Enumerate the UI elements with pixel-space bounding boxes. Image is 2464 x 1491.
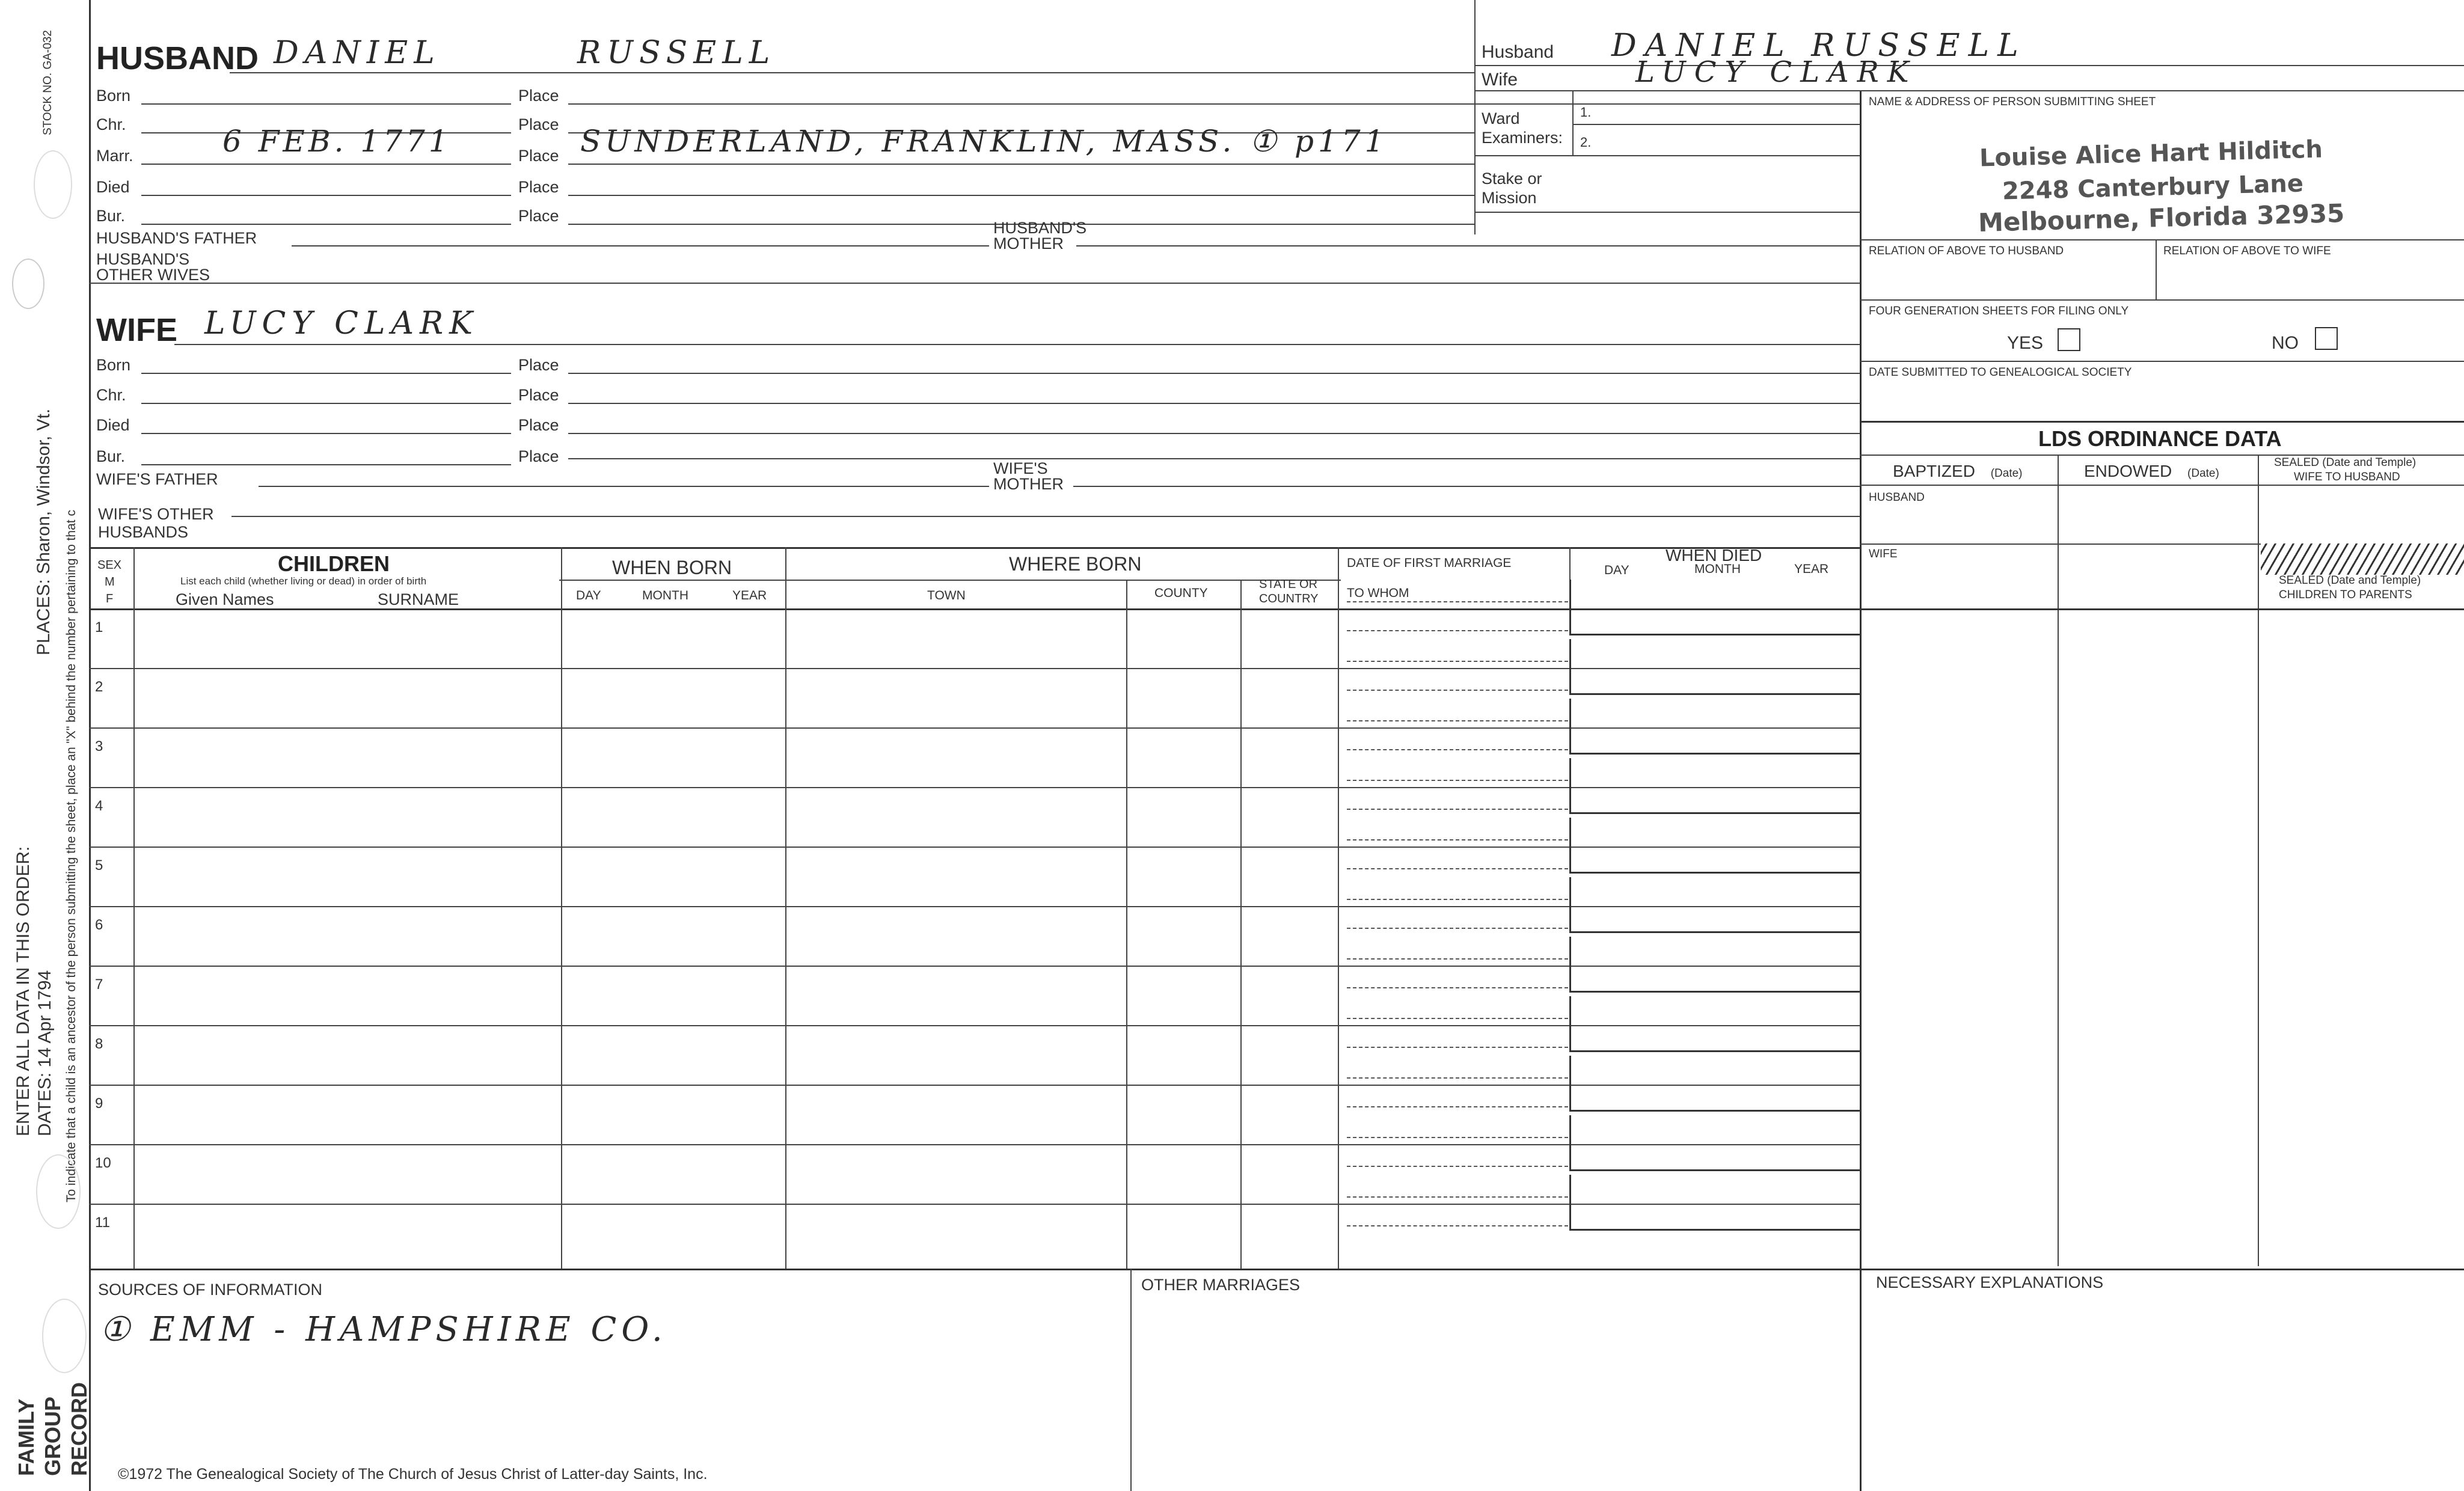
margin-dates: DATES: 14 Apr 1794 [35,970,55,1136]
submitter-label: NAME & ADDRESS OF PERSON SUBMITTING SHEET [1869,96,2156,108]
examiner-2: 2. [1580,135,1592,150]
marriage-dash-line [1347,839,1568,840]
sex-header-1: SEX [97,559,122,572]
marriage-dash-line [1347,690,1568,691]
col-died-split [1569,547,1571,580]
header-husband-value: DANIEL RUSSELL [1611,28,2027,64]
died-date-bracket [1569,996,1862,1052]
born-year-header: YEAR [732,589,767,602]
lds-endowed: ENDOWED (Date) [2084,462,2219,480]
wifes-mother-label-2: MOTHER [993,475,1064,493]
marriage-place: SUNDERLAND, FRANKLIN, MASS. ① p171 [580,124,1388,159]
marriage-dash-line [1347,928,1568,929]
stock-number: STOCK NO. GA-032 [41,30,54,135]
header-wife-line [1474,90,2464,91]
examiners-divider [1572,90,1574,155]
children-header-bottom [89,608,2464,610]
relation-husband-label: RELATION OF ABOVE TO HUSBAND [1869,245,2064,257]
died-date-bracket [1569,758,1862,814]
husbands-mother-label-1: HUSBAND'S [993,219,1087,237]
child-row-number: 5 [95,857,103,874]
examiners-bottom [1474,155,1860,156]
child-row-number: 9 [95,1095,103,1112]
lds-wife-label: WIFE [1869,548,1898,560]
necessary-explanations-label: NECESSARY EXPLANATIONS [1876,1273,2104,1291]
submitter-name: Louise Alice Hart Hilditch [1979,135,2323,173]
date-submitted-label: DATE SUBMITTED TO GENEALOGICAL SOCIETY [1869,366,2132,379]
col-born-date [785,547,786,1269]
submitter-street: 2248 Canterbury Lane [2002,170,2304,206]
died-date-bracket [1569,580,1862,635]
died-date-bracket [1569,699,1862,755]
lds-sealed-children-1: SEALED (Date and Temple) [2279,574,2421,587]
col-county [1240,580,1242,1269]
no-checkbox[interactable] [2315,327,2338,350]
husband-given-name: DANIEL [274,35,441,71]
husband-heading: HUSBAND [96,40,259,76]
state-header-1: STATE OR [1259,578,1318,591]
left-frame [89,0,91,1491]
marriage-dash-line [1347,720,1568,721]
punch-hole-bottom [42,1299,87,1373]
when-died-header: WHEN DIED [1666,546,1762,565]
margin-enter-data: ENTER ALL DATA IN THIS ORDER: [13,846,33,1136]
marriage-dash-line [1347,1137,1568,1138]
state-header-2: COUNTRY [1259,592,1319,605]
bottom-divider-1 [1130,1269,1132,1491]
marriage-dash-line [1347,661,1568,662]
wifes-other-line [231,516,1860,517]
stake-bottom [1474,212,1860,213]
when-born-header: WHEN BORN [612,557,732,578]
lds-hatched-box [2261,543,2464,575]
examiner-1: 1. [1580,105,1592,120]
bottom-section-top [89,1269,2464,1270]
child-row-number: 11 [95,1214,110,1231]
other-marriages-label: OTHER MARRIAGES [1141,1276,1301,1294]
lds-title: LDS ORDINANCE DATA [2038,426,2282,451]
husbands-father-line [292,245,989,246]
husbands-mother-line [1076,245,1860,246]
born-day-header: DAY [576,589,601,602]
four-gen-label: FOUR GENERATION SHEETS FOR FILING ONLY [1869,305,2129,317]
header-husband-label: Husband [1482,42,1554,62]
col-names [561,547,562,1269]
lds-title-bottom [1860,455,2464,456]
wifes-other-husbands-2: HUSBANDS [98,523,189,541]
sources-label: SOURCES OF INFORMATION [98,1281,323,1299]
yes-label: YES [2007,333,2044,353]
relation-wife-label: RELATION OF ABOVE TO WIFE [2163,245,2331,257]
husbands-mother-label-2: MOTHER [993,234,1064,253]
wife-section-bottom [89,547,1860,549]
wife-heading: WIFE [96,312,177,348]
county-header: COUNTY [1154,586,1208,600]
wifes-mother-label-1: WIFE'S [993,459,1048,477]
died-date-bracket [1569,818,1862,874]
child-row-number: 8 [95,1036,103,1052]
copyright: ©1972 The Genealogical Society of The Church of Jesus Christ of Latter-day Saints, Inc. [118,1466,708,1483]
lds-husband-label: HUSBAND [1869,491,1925,504]
child-row-number: 7 [95,976,103,993]
header-husband-line [1474,65,2464,66]
submitter-city: Melbourne, Florida 32935 [1978,198,2345,237]
header-wife-label: Wife [1482,70,1518,90]
other-wives-line [89,283,1860,284]
relation-bottom [1860,299,2464,301]
husbands-father-label: HUSBAND'S FATHER [96,229,257,247]
yes-checkbox[interactable] [2058,328,2080,351]
punch-hole-upper [12,259,44,309]
wifes-father-line [259,486,989,487]
died-date-bracket [1569,1175,1862,1231]
punch-hole-top [34,150,72,219]
lds-baptized: BAPTIZED (Date) [1893,462,2023,480]
wife-name-line [174,344,1860,345]
child-row-number: 6 [95,917,103,933]
children-header-split [559,580,1341,581]
lds-sealed-children-2: CHILDREN TO PARENTS [2279,589,2412,601]
surname-header: SURNAME [378,590,459,608]
other-wives-label-1: HUSBAND'S [96,250,190,268]
marriage-date: 6 FEB. 1771 [222,124,452,159]
born-month-header: MONTH [642,589,688,602]
margin-places: PLACES: Sharon, Windsor, Vt. [34,408,54,655]
died-date-bracket [1569,639,1862,695]
died-date-bracket [1569,937,1862,993]
wifes-mother-line [1073,486,1860,487]
marriage-dash-line [1347,1047,1568,1048]
marriage-dash-line [1347,899,1568,900]
died-month-header: MONTH [1694,562,1741,576]
marriage-dash-line [1347,1225,1568,1226]
marriage-dash-line [1347,958,1568,960]
header-wife-value: LUCY CLARK [1635,55,1917,89]
died-year-header: YEAR [1794,562,1829,576]
date-submitted-bottom [1860,421,2464,423]
died-date-bracket [1569,877,1862,933]
lds-header-bottom [1860,485,2464,486]
marriage-dash-line [1347,1018,1568,1019]
husband-surname: RUSSELL [577,35,776,71]
col-state [1338,547,1339,1269]
child-row-number: 2 [95,679,103,695]
col-sex [133,547,135,1269]
sources-value: ① EMM - HAMPSHIRE CO. [100,1310,667,1349]
child-row-number: 10 [95,1155,111,1171]
marriage-dash-line [1347,780,1568,781]
town-header: TOWN [927,589,966,602]
margin-ancestor-note: To indicate that a child is an ancestor of the person submitting the sheet, place an "X" behind the number pertaining to that c [64,510,78,1202]
ward-label: Ward [1482,109,1520,127]
wifes-father-label: WIFE'S FATHER [96,470,218,488]
child-row-number: 4 [95,798,103,814]
lds-col-1 [2058,455,2059,1266]
died-day-header: DAY [1604,563,1629,577]
died-date-bracket [1569,1115,1862,1171]
husband-name-line [230,72,1474,73]
examiners-label: Examiners: [1482,129,1563,147]
no-label: NO [2272,333,2299,353]
divider-header-right [1474,0,1476,234]
child-row-number: 1 [95,619,103,635]
other-wives-label-2: OTHER WIVES [96,266,210,284]
marriage-dash-line [1347,601,1568,602]
col-town [1126,580,1127,1269]
to-whom-header: TO WHOM [1347,586,1409,600]
marriage-dash-line [1347,809,1568,810]
sex-header-2: M [105,575,115,589]
submitter-bottom [1860,239,2464,240]
lds-col-2 [2258,455,2259,1266]
wifes-other-husbands-1: WIFE'S OTHER [98,505,214,523]
marriage-dash-line [1347,1077,1568,1079]
children-note: List each child (whether living or dead) in order of birth [180,575,427,587]
children-title: CHILDREN [278,551,390,576]
family-group-record-title: FAMILY GROUP RECORD [14,1382,91,1476]
marriage-dash-line [1347,749,1568,750]
child-row-number: 3 [95,738,103,755]
marriage-dash-line [1347,1196,1568,1198]
lds-sealed-wife-1: SEALED (Date and Temple) [2274,456,2416,469]
wife-name: LUCY CLARK [204,305,479,341]
four-gen-bottom [1860,361,2464,362]
marriage-dash-line [1347,987,1568,988]
first-marriage-header: DATE OF FIRST MARRIAGE [1347,556,1512,570]
examiner-1-line [1572,124,1860,125]
lds-sealed-wife-2: WIFE TO HUSBAND [2294,471,2400,483]
marriage-dash-line [1347,630,1568,631]
marriage-dash-line [1347,868,1568,869]
marriage-dash-line [1347,1106,1568,1107]
died-date-bracket [1569,1056,1862,1112]
marriage-dash-line [1347,1166,1568,1167]
sex-header-3: F [106,592,114,605]
punch-hole-lower [36,1154,81,1229]
relation-divider [2156,239,2157,299]
given-names-header: Given Names [176,590,274,608]
stake-label-1: Stake or [1482,170,1542,188]
where-born-header: WHERE BORN [1009,553,1142,575]
stake-label-2: Mission [1482,189,1537,207]
